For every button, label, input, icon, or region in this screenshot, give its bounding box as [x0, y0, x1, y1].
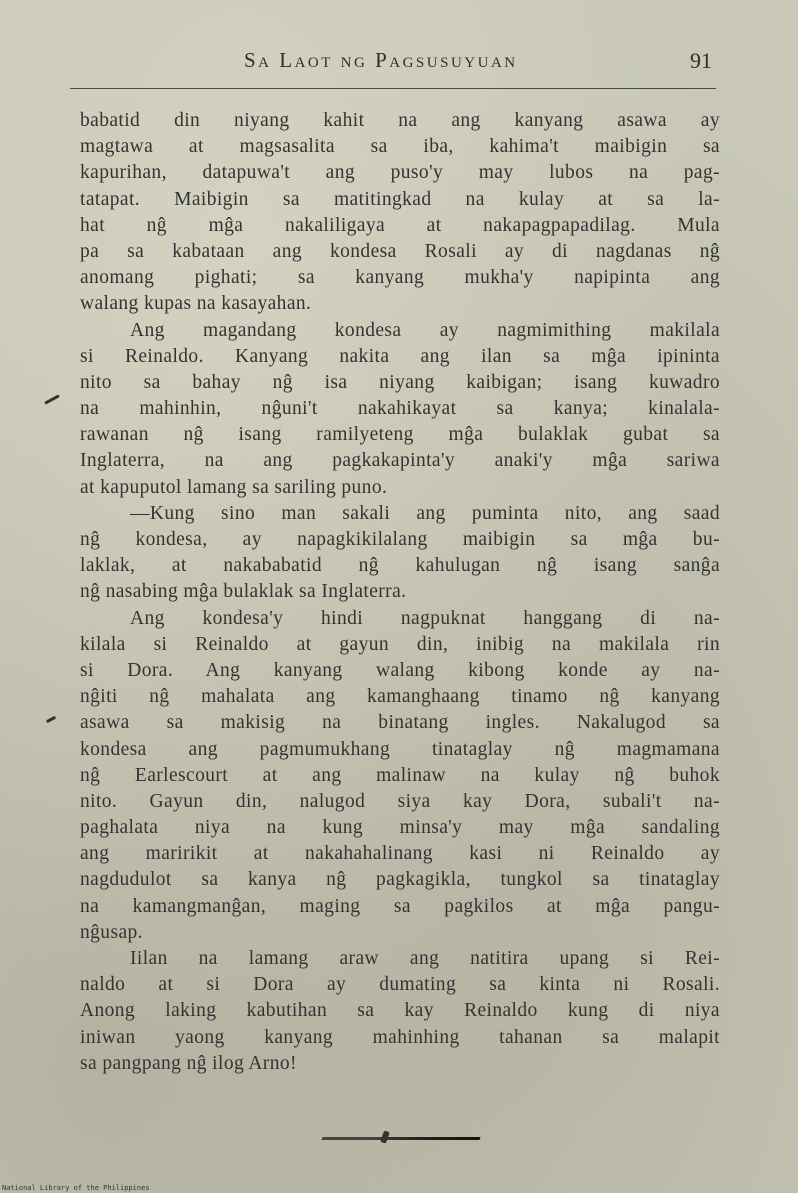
text-line: Iilan na lamang araw ang natitira upang si Rei-: [130, 948, 720, 969]
ornament-stroke: [321, 1137, 480, 1140]
text-line: —Kung sino man sakali ang puminta nito, ang saad: [130, 502, 720, 524]
tail-ornament: [322, 1131, 480, 1149]
text-line: si Dora. Ang kanyang walang kibong konde ay na-: [80, 659, 720, 681]
text-line: Ang kondesa'y hindi nagpuknat hanggang di na-: [130, 607, 720, 629]
text-line: nagdudulot sa kanya nĝ pagkagikla, tungkol sa tinataglay: [80, 869, 720, 891]
text-line: nito sa bahay nĝ isa niyang kaibigan; isang kuwadro: [80, 371, 720, 393]
text-line: anomang pighati; sa kanyang mukha'y napipinta ang: [80, 267, 720, 289]
text-line: laklak, at nakababatid nĝ kahulugan nĝ isang sanĝa: [80, 555, 720, 577]
text-line: na kamangmanĝan, maging sa pagkilos at mĝa pangu-: [80, 895, 720, 917]
text-line: nĝ kondesa, ay napagkikilalang maibigin sa mĝa bu-: [80, 529, 720, 550]
running-title: Sa Laot ng Pagsusuyuan: [244, 48, 518, 72]
text-line: nĝ nasabing mĝa bulaklak sa Inglaterra.: [80, 581, 407, 603]
text-line: paghalata niya na kung minsa'y may mĝa sandaling: [80, 817, 720, 839]
text-line: kondesa ang pagmumukhang tinataglay nĝ magmamana: [80, 738, 720, 760]
text-line: kilala si Reinaldo at gayun din, inibig na makilala rin: [80, 633, 720, 655]
text-line: nĝusap.: [80, 921, 143, 943]
text-line: nito. Gayun din, nalugod siya kay Dora, subali't na-: [80, 790, 720, 812]
text-line: Anong laking kabutihan sa kay Reinaldo kung di niya: [80, 1000, 720, 1022]
text-line: pa sa kabataan ang kondesa Rosali ay di nagdanas nĝ: [80, 240, 720, 262]
body-text: [80, 108, 720, 1077]
text-line: ang maririkit at nakahahalinang kasi ni Reinaldo ay: [80, 843, 720, 865]
text-line: Inglaterra, na ang pagkakapinta'y anaki'y mĝa sariwa: [80, 450, 720, 472]
text-line: asawa sa makisig na binatang ingles. Nakalugod sa: [80, 712, 720, 734]
text-line: si Reinaldo. Kanyang nakita ang ilan sa mĝa ipininta: [80, 345, 720, 367]
text-line: naldo at si Dora ay dumating sa kinta ni Rosali.: [80, 974, 720, 996]
text-line: babatid din niyang kahit na ang kanyang asawa ay: [80, 110, 720, 131]
pencil-mark: [44, 394, 60, 404]
text-line: kapurihan, datapuwa't ang puso'y may lubos na pag-: [80, 162, 720, 184]
text-line: na mahinhin, nĝuni't nakahikayat sa kanya; kinalala-: [80, 398, 720, 420]
text-line: magtawa at magsasalita sa iba, kahima't maibigin sa: [80, 136, 720, 158]
text-line: Ang magandang kondesa ay nagmimithing makilala: [130, 319, 720, 341]
text-line: at kapuputol lamang sa sariling puno.: [80, 476, 388, 498]
pencil-mark: [46, 716, 56, 723]
text-line: tatapat. Maibigin sa matitingkad na kulay at sa la-: [80, 188, 720, 210]
text-line: nĝiti nĝ mahalata ang kamanghaang tinamo nĝ kanyang: [80, 686, 720, 708]
text-line: iniwan yaong kanyang mahinhing tahanan sa malapit: [80, 1026, 720, 1048]
text-line: walang kupas na kasayahan.: [80, 293, 312, 315]
text-line: hat nĝ mĝa nakaliligaya at nakapagpapadilag. Mula: [80, 214, 720, 236]
text-line: rawanan nĝ isang ramilyeteng mĝa bulaklak gubat sa: [80, 424, 720, 446]
header-rule: [70, 88, 716, 89]
running-head: [240, 44, 720, 78]
page-number: 91: [690, 48, 712, 73]
text-line: nĝ Earlescourt at ang malinaw na kulay nĝ buhok: [80, 764, 720, 786]
library-credit: National Library of the Philippines: [2, 1184, 150, 1192]
text-line: sa pangpang nĝ ilog Arno!: [80, 1052, 297, 1074]
